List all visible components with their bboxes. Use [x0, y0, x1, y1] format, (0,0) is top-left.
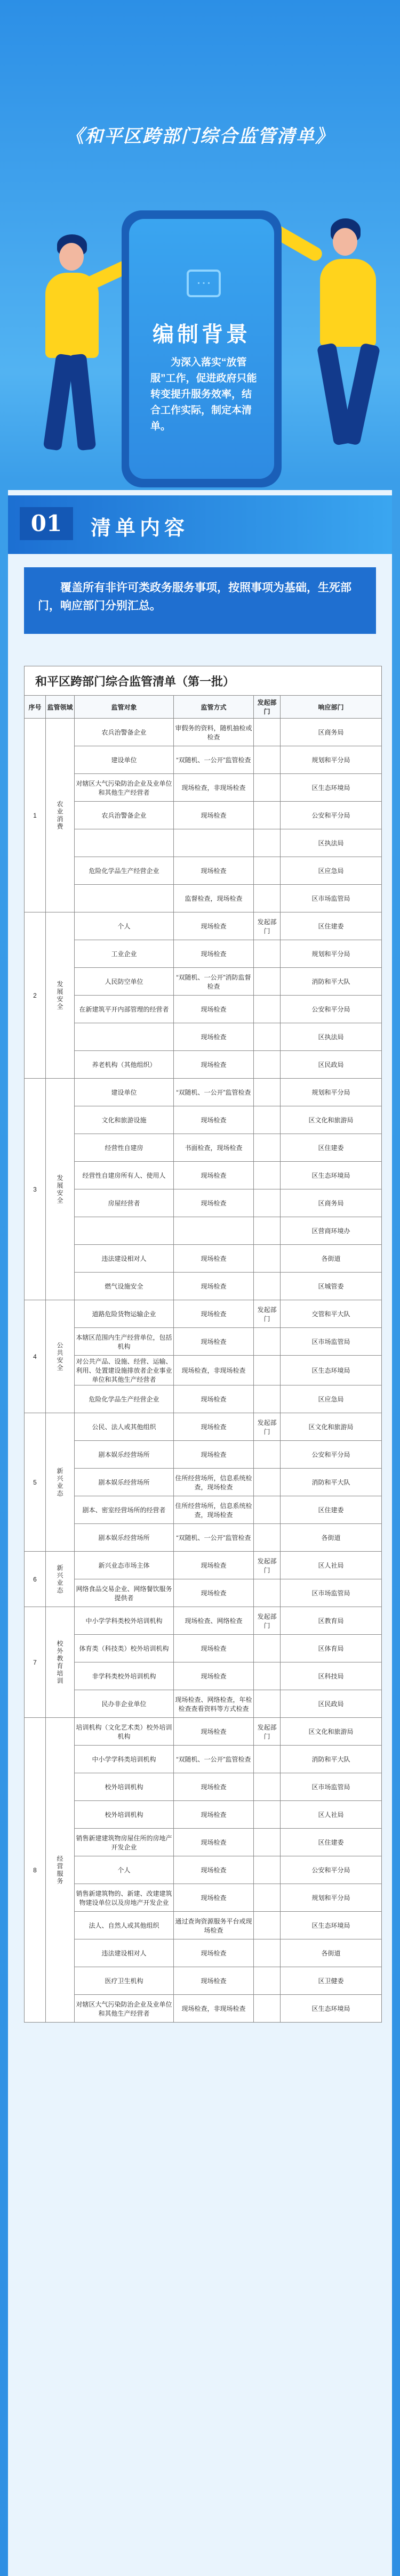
cell-resp: 公安和平分局 [281, 996, 382, 1023]
cell-method [174, 1217, 254, 1245]
cell-method: “双随机、一公开”监管检查 [174, 1746, 254, 1773]
cell-init [254, 1995, 281, 2023]
cell-object: 道路危险货物运输企业 [75, 1300, 174, 1328]
cell-resp: 区生态环境局 [281, 1162, 382, 1189]
header-domain: 监管领域 [46, 696, 75, 719]
table-row [25, 912, 382, 940]
table-row [25, 1079, 382, 1106]
section-intro: 覆盖所有非许可类政务服务事项，按照事项为基础，生死部门，响应部门分别汇总。 [24, 567, 376, 634]
cell-resp: 区住建委 [281, 1134, 382, 1162]
cell-resp: 区城管委 [281, 1273, 382, 1300]
cell-object: 文化和旅游设施 [75, 1106, 174, 1134]
cell-init [254, 1635, 281, 1662]
cell-resp: 各街道 [281, 1245, 382, 1273]
cell-object: 销售新建建筑物房屋住所的房地产开发企业 [75, 1829, 174, 1856]
table-row [25, 968, 382, 996]
cell-resp: 区商务局 [281, 719, 382, 746]
cell-resp: 区人社局 [281, 1801, 382, 1829]
cell-init [254, 1662, 281, 1690]
cell-init: 发起部门 [254, 1718, 281, 1746]
cell-object: 个人 [75, 912, 174, 940]
cell-init: 发起部门 [254, 912, 281, 940]
cell-resp: 区生态环境局 [281, 1995, 382, 2023]
table-row [25, 857, 382, 885]
cell-object: 经营性自建房 [75, 1134, 174, 1162]
cell-resp: 规划和平分局 [281, 1079, 382, 1106]
table-row [25, 1300, 382, 1328]
left-person-illustration [29, 234, 115, 458]
cell-init [254, 719, 281, 746]
cell-method: 现场检查、网络检查，年检检查查看资料等方式检查 [174, 1690, 254, 1718]
cell-method: 现场检查，非现场检查 [174, 1995, 254, 2023]
cell-object: 个人 [75, 1856, 174, 1884]
cell-domain [46, 1079, 75, 1300]
cell-object: 建设单位 [75, 746, 174, 774]
cell-object [75, 1217, 174, 1245]
cell-init [254, 1496, 281, 1524]
cell-object: 在新建筑平开内部管理的经营者 [75, 996, 174, 1023]
cell-method: 现场检查 [174, 1718, 254, 1746]
cell-resp: 规划和平分局 [281, 746, 382, 774]
section-header [8, 495, 392, 554]
cell-method: 现场检查 [174, 1245, 254, 1273]
cell-init [254, 746, 281, 774]
cell-domain [46, 1718, 75, 2023]
cell-object: 非学科类校外培训机构 [75, 1662, 174, 1690]
cell-object: 中小学学科类培训机构 [75, 1746, 174, 1773]
cell-no: 3 [25, 1079, 46, 1300]
cell-init [254, 1051, 281, 1079]
cell-resp: 区市场监管局 [281, 1773, 382, 1801]
cell-resp: 区应急局 [281, 857, 382, 885]
cell-object: 农兵治警备企业 [75, 802, 174, 829]
cell-init [254, 1801, 281, 1829]
table-row [25, 1801, 382, 1829]
table-row [25, 1441, 382, 1469]
table-caption: 和平区跨部门综合监管清单（第一批） [25, 666, 382, 696]
cell-object: 危险化学品生产经营企业 [75, 857, 174, 885]
cell-object: 剧本娱乐经营场所 [75, 1469, 174, 1496]
header-resp: 响应部门 [281, 696, 382, 719]
cell-resp: 区执法局 [281, 829, 382, 857]
cell-object: 剧本娱乐经营场所 [75, 1524, 174, 1552]
cell-method: 现场检查 [174, 1328, 254, 1356]
right-person-illustration [299, 218, 389, 463]
table-row [25, 1051, 382, 1079]
header-init: 发起部门 [254, 696, 281, 719]
table-row [25, 1162, 382, 1189]
cell-method: 现场检查 [174, 1829, 254, 1856]
cell-resp: 消防和平大队 [281, 1746, 382, 1773]
table-row [25, 774, 382, 802]
cell-resp: 各街道 [281, 1939, 382, 1967]
cell-method: 现场检查 [174, 1441, 254, 1469]
table-row [25, 1356, 382, 1385]
cell-domain [46, 1552, 75, 1607]
cell-resp: 规划和平分局 [281, 1884, 382, 1912]
table-row [25, 1524, 382, 1552]
cell-init [254, 1162, 281, 1189]
cell-init [254, 1967, 281, 1995]
cell-init [254, 1079, 281, 1106]
cell-resp: 区应急局 [281, 1385, 382, 1413]
cell-resp: 区商务局 [281, 1189, 382, 1217]
cell-method: 现场检查 [174, 1635, 254, 1662]
background-text: 为深入落实“放管服”工作，促进政府只能转变提升服务效率，结合工作实际，制定本清单。 [150, 357, 257, 432]
cell-domain-text: 农业消费 [56, 800, 63, 830]
cell-domain [46, 1300, 75, 1413]
cell-method: 现场检查 [174, 1801, 254, 1829]
section-number: 01 [20, 507, 73, 540]
table-row [25, 1939, 382, 1967]
section-title: 清单内容 [91, 517, 189, 540]
table-row [25, 1607, 382, 1635]
cell-init [254, 1328, 281, 1356]
cell-method: 监督检查，现场检查 [174, 885, 254, 912]
cell-object: 剧本、密室经营场所的经营者 [75, 1496, 174, 1524]
cell-object: 人民防空单位 [75, 968, 174, 996]
cell-method [174, 829, 254, 857]
cell-method: 现场检查，非现场检查 [174, 774, 254, 802]
cell-resp: 区科技局 [281, 1662, 382, 1690]
cell-object: 危险化学品生产经营企业 [75, 1385, 174, 1413]
cell-method: 现场检查 [174, 1552, 254, 1579]
cell-method: 现场检查 [174, 1300, 254, 1328]
cell-init [254, 1829, 281, 1856]
cell-object [75, 885, 174, 912]
cell-method: 现场检查 [174, 1967, 254, 1995]
cell-init [254, 1773, 281, 1801]
cell-method: 现场检查 [174, 857, 254, 885]
cell-domain-text: 发展安全 [56, 980, 63, 1010]
table-row [25, 1746, 382, 1773]
cell-method: 现场检查 [174, 1579, 254, 1607]
cell-method: 现场检查 [174, 802, 254, 829]
cell-init [254, 1189, 281, 1217]
cell-method: 现场检查 [174, 1385, 254, 1413]
cell-object: 公民、法人或其他组织 [75, 1413, 174, 1441]
cell-no: 7 [25, 1607, 46, 1718]
cell-method: 现场检查 [174, 1162, 254, 1189]
table-row [25, 1328, 382, 1356]
table-row [25, 829, 382, 857]
cell-no: 5 [25, 1413, 46, 1552]
cell-object: 培训机构（文化艺术类）校外培训机构 [75, 1718, 174, 1746]
table-row [25, 1856, 382, 1884]
cell-object: 中小学学科类校外培训机构 [75, 1607, 174, 1635]
cell-init [254, 1912, 281, 1939]
cell-init [254, 1579, 281, 1607]
table-row [25, 1967, 382, 1995]
background-heading: 编制背景 [153, 323, 251, 346]
cell-method: 现场检查 [174, 1106, 254, 1134]
cell-method: “双随机、一公开”监管检查 [174, 746, 254, 774]
cell-object: 农兵治警备企业 [75, 719, 174, 746]
cell-init [254, 1469, 281, 1496]
cell-object: 经营性自建房所有人、使用人 [75, 1162, 174, 1189]
cell-method: 现场检查 [174, 1051, 254, 1079]
cell-init [254, 829, 281, 857]
cell-domain-text: 新兴业态 [56, 1467, 63, 1497]
cell-resp: 区人社局 [281, 1552, 382, 1579]
table-row [25, 1496, 382, 1524]
cell-resp: 区住建委 [281, 1829, 382, 1856]
cell-init [254, 1106, 281, 1134]
cell-method: 书面检查，现场检查 [174, 1134, 254, 1162]
cell-object: 违法建设相对人 [75, 1245, 174, 1273]
cell-init [254, 1023, 281, 1051]
cell-init [254, 1385, 281, 1413]
table-row [25, 1718, 382, 1746]
header-method: 监管方式 [174, 696, 254, 719]
table-row [25, 1023, 382, 1051]
cell-method: 现场检查 [174, 1939, 254, 1967]
cell-init: 发起部门 [254, 1300, 281, 1328]
phone-illustration [122, 210, 282, 487]
content-card [8, 490, 392, 2576]
cell-resp: 区教育局 [281, 1607, 382, 1635]
cell-resp: 消防和平大队 [281, 968, 382, 996]
cell-object: 校外培训机构 [75, 1801, 174, 1829]
cell-domain-text: 经营服务 [56, 1855, 63, 1885]
cell-object: 网络食品交易企业、网络餐饮服务提供者 [75, 1579, 174, 1607]
cell-object [75, 829, 174, 857]
table-row [25, 802, 382, 829]
cell-resp: 区市场监管局 [281, 1579, 382, 1607]
cell-domain-text: 发展安全 [56, 1174, 63, 1204]
cell-method: 住所经营场所，信息系统检查，现场检查 [174, 1469, 254, 1496]
cell-method: 现场检查 [174, 1413, 254, 1441]
cell-method: 现场检查 [174, 1884, 254, 1912]
cell-object: 剧本娱乐经营场所 [75, 1441, 174, 1469]
cell-init: 发起部门 [254, 1552, 281, 1579]
cell-method: 通过查询资源服务平台或现场检查 [174, 1912, 254, 1939]
cell-method: 现场检查 [174, 1662, 254, 1690]
cell-init [254, 1524, 281, 1552]
cell-method: 现场检查 [174, 912, 254, 940]
cell-init [254, 1134, 281, 1162]
cell-init [254, 774, 281, 802]
cell-resp: 区住建委 [281, 1496, 382, 1524]
supervision-table [24, 666, 382, 2023]
table-row [25, 1552, 382, 1579]
table-row [25, 1579, 382, 1607]
cell-init [254, 968, 281, 996]
table-row [25, 1134, 382, 1162]
cell-resp: 各街道 [281, 1524, 382, 1552]
cell-method: 现场检查，非现场检查 [174, 1356, 254, 1385]
table-row [25, 1106, 382, 1134]
cell-object: 对公共产品、设施、经营、运输、利用、处置建设施排放者企业事业单位和其他生产经营者 [75, 1356, 174, 1385]
cell-resp: 交管和平大队 [281, 1300, 382, 1328]
cell-object: 工业企业 [75, 940, 174, 968]
cell-method: 现场检查 [174, 1773, 254, 1801]
cell-object: 对辖区大气污染防治企业及业单位和其他生产经营者 [75, 1995, 174, 2023]
cell-object: 违法建设相对人 [75, 1939, 174, 1967]
table-row [25, 1912, 382, 1939]
cell-object: 新兴业态市场主体 [75, 1552, 174, 1579]
table-row [25, 1469, 382, 1496]
cell-resp: 区文化和旅游局 [281, 1106, 382, 1134]
table-row [25, 885, 382, 912]
cell-resp: 区执法局 [281, 1023, 382, 1051]
cell-init [254, 1690, 281, 1718]
cell-no: 4 [25, 1300, 46, 1413]
cell-init [254, 1856, 281, 1884]
cell-object: 燃气设施安全 [75, 1273, 174, 1300]
cell-resp: 区生态环境局 [281, 1356, 382, 1385]
cell-method: 审假务的资料，随机抽检或检查 [174, 719, 254, 746]
cell-init [254, 1245, 281, 1273]
cell-object: 医疗卫生机构 [75, 1967, 174, 1995]
cell-method: 现场检查 [174, 1273, 254, 1300]
table-row [25, 1385, 382, 1413]
table-row [25, 1273, 382, 1300]
table-row [25, 1413, 382, 1441]
cell-domain-text: 公共安全 [56, 1341, 63, 1372]
chat-icon: … [187, 270, 221, 297]
cell-method: “双随机、一公开”监管检查 [174, 1079, 254, 1106]
cell-resp: 区营商环境办 [281, 1217, 382, 1245]
cell-init [254, 857, 281, 885]
cell-domain [46, 912, 75, 1079]
table-row [25, 1884, 382, 1912]
table-row [25, 1189, 382, 1217]
cell-init [254, 802, 281, 829]
table-row [25, 1829, 382, 1856]
cell-resp: 区生态环境局 [281, 774, 382, 802]
cell-resp: 公安和平分局 [281, 1441, 382, 1469]
cell-no: 8 [25, 1718, 46, 2023]
cell-method: “双随机、一公开”消防监督检查 [174, 968, 254, 996]
table-row [25, 1690, 382, 1718]
cell-init [254, 940, 281, 968]
table-row [25, 1995, 382, 2023]
table-header-row [25, 696, 382, 719]
cell-object: 本辖区范围内生产经营单位，包括机构 [75, 1328, 174, 1356]
header-object: 监管对象 [75, 696, 174, 719]
cell-method: 现场检查 [174, 1023, 254, 1051]
table-row [25, 1245, 382, 1273]
table-caption-row [25, 666, 382, 696]
cell-init [254, 1939, 281, 1967]
cell-resp: 区民政局 [281, 1690, 382, 1718]
cell-method: 住所经营场所，信息系统检查，现场检查 [174, 1496, 254, 1524]
cell-resp: 规划和平分局 [281, 940, 382, 968]
cell-object: 民办非企业单位 [75, 1690, 174, 1718]
cell-init [254, 1273, 281, 1300]
cell-init [254, 996, 281, 1023]
table-row [25, 1662, 382, 1690]
cell-resp: 公安和平分局 [281, 1856, 382, 1884]
cell-resp: 区市场监管局 [281, 885, 382, 912]
page-title: 《和平区跨部门综合监管清单》 [66, 126, 334, 147]
cell-init: 发起部门 [254, 1607, 281, 1635]
cell-object: 法人、自然人或其他组织 [75, 1912, 174, 1939]
table-row [25, 1217, 382, 1245]
cell-object [75, 1023, 174, 1051]
cell-init [254, 885, 281, 912]
cell-object: 销售新建筑物的、新建、改建建筑物建设单位以及房地产开发企业 [75, 1884, 174, 1912]
table-row [25, 996, 382, 1023]
cell-resp: 区文化和旅游局 [281, 1718, 382, 1746]
cell-object: 建设单位 [75, 1079, 174, 1106]
cell-resp: 区民政局 [281, 1051, 382, 1079]
cell-method: 现场检查 [174, 940, 254, 968]
cell-no: 6 [25, 1552, 46, 1607]
cell-init [254, 1356, 281, 1385]
cell-method: 现场检查 [174, 996, 254, 1023]
cell-method: 现场检查 [174, 1856, 254, 1884]
cell-method: 现场检查、网络检查 [174, 1607, 254, 1635]
cell-object: 校外培训机构 [75, 1773, 174, 1801]
cell-method: 现场检查 [174, 1189, 254, 1217]
table-row [25, 1635, 382, 1662]
cell-domain-text: 校外教育培训 [56, 1640, 63, 1685]
cell-object: 对辖区大气污染防治企业及业单位和其他生产经营者 [75, 774, 174, 802]
cell-init [254, 1884, 281, 1912]
cell-domain [46, 719, 75, 912]
cell-no: 1 [25, 719, 46, 912]
cell-resp: 区住建委 [281, 912, 382, 940]
table-row [25, 719, 382, 746]
phone-screen [129, 219, 274, 479]
cell-domain [46, 1413, 75, 1552]
cell-resp: 区卫健委 [281, 1967, 382, 1995]
table-row [25, 940, 382, 968]
table-row [25, 1773, 382, 1801]
cell-resp: 消防和平大队 [281, 1469, 382, 1496]
cell-init [254, 1217, 281, 1245]
cell-init: 发起部门 [254, 1413, 281, 1441]
cell-object: 养老机构（其他组织） [75, 1051, 174, 1079]
cell-no: 2 [25, 912, 46, 1079]
cell-object: 房屋经营者 [75, 1189, 174, 1217]
cell-resp: 区体育局 [281, 1635, 382, 1662]
cell-method: “双随机、一公开”监管检查 [174, 1524, 254, 1552]
cell-domain [46, 1607, 75, 1718]
cell-resp: 区生态环境局 [281, 1912, 382, 1939]
cell-domain-text: 新兴业态 [56, 1564, 63, 1594]
header-no: 序号 [25, 696, 46, 719]
cell-init [254, 1441, 281, 1469]
cell-resp: 公安和平分局 [281, 802, 382, 829]
table-row [25, 746, 382, 774]
cell-object: 体育类（科技类）校外培训机构 [75, 1635, 174, 1662]
cell-resp: 区文化和旅游局 [281, 1413, 382, 1441]
cell-init [254, 1746, 281, 1773]
cell-resp: 区市场监管局 [281, 1328, 382, 1356]
